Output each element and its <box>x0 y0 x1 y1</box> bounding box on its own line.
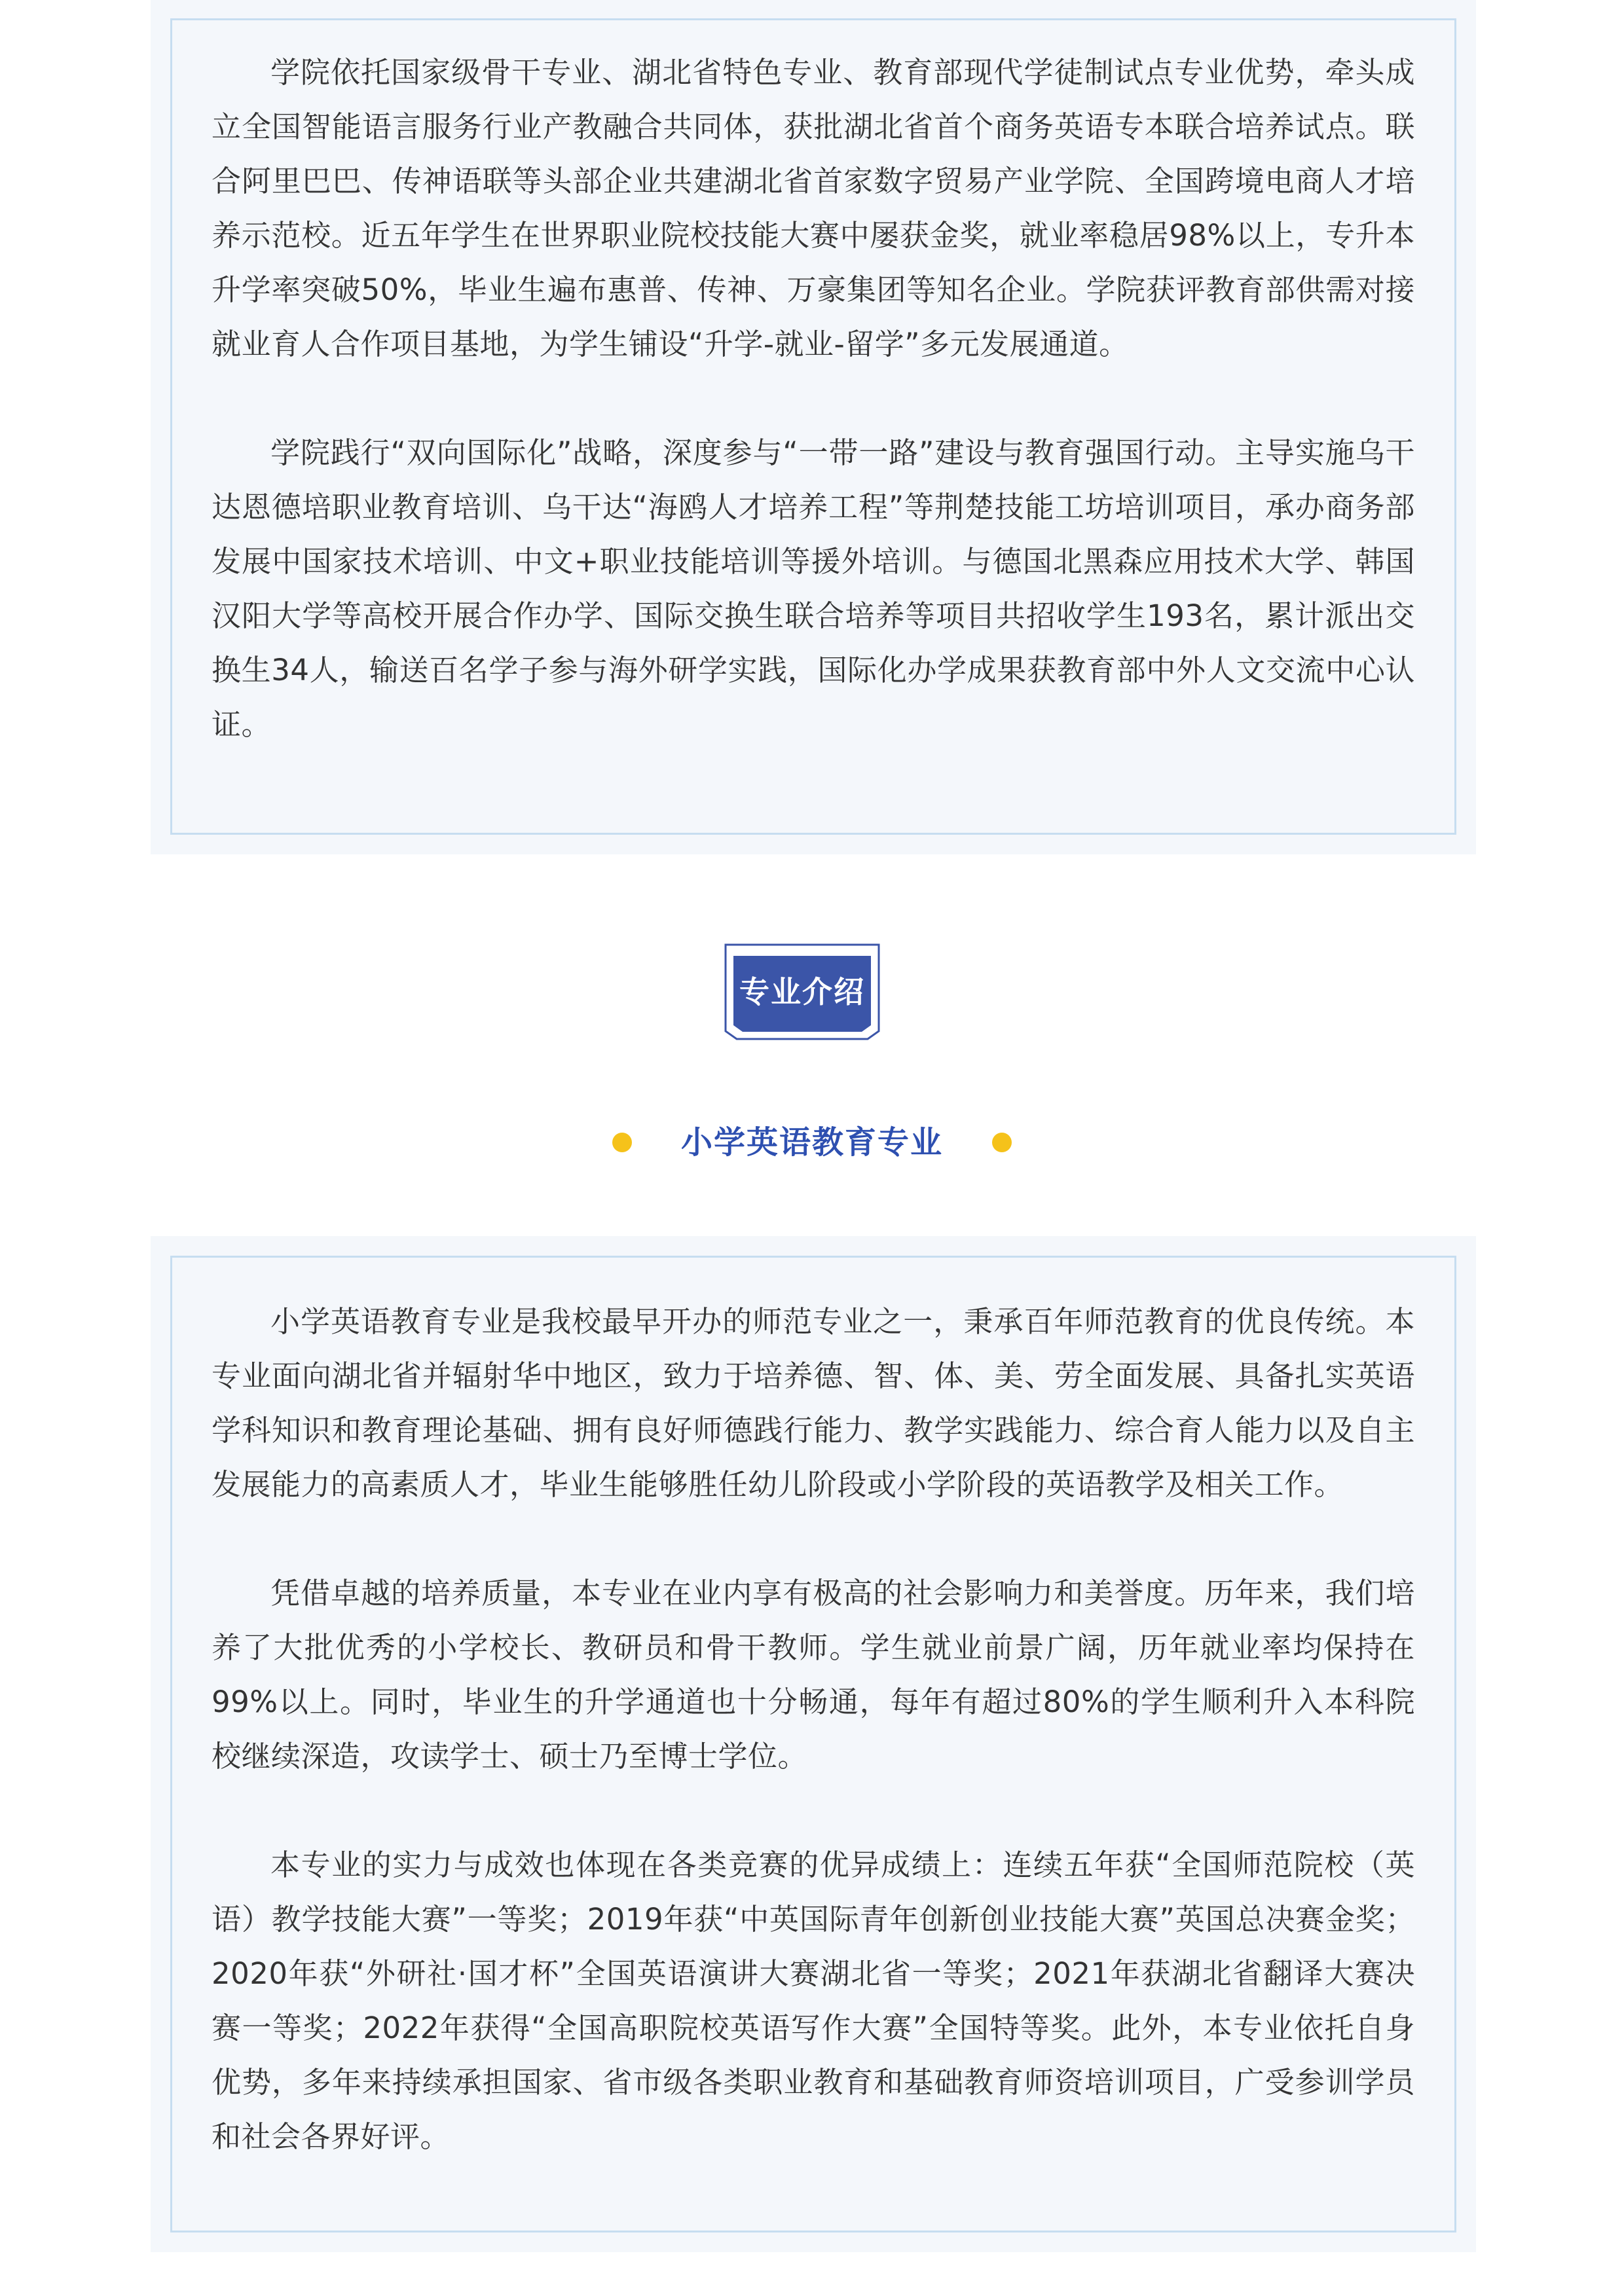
major-card-frame <box>170 1256 1456 2232</box>
intro-card-frame <box>170 18 1456 835</box>
major-paragraph-1: 小学英语教育专业是我校最早开办的师范专业之一，秉承百年师范教育的优良传统。本专业面向湖北省并辐射华中地区，致力于培养德、智、体、美、劳全面发展、具备扎实英语学科知识和教育理论基础、拥有良好师德践行能力、教学实践能力、综合育人能力以及自主发展能力的高素质人才，毕业生能够胜任幼儿阶段或小学阶段的英语教学及相关工作。 <box>212 1304 1415 1502</box>
intro-paragraph-2: 学院践行“双向国际化”战略，深度参与“一带一路”建设与教育强国行动。主导实施乌干达恩德培职业教育培训、乌干达“海鸥人才培养工程”等荆楚技能工坊培训项目，承办商务部发展中国家技术培训、中文+职业技能培训等援外培训。与德国北黑森应用技术大学、韩国汉阳大学等高校开展合作办学、国际交换生联合培养等项目共招收学生193名，累计派出交换生34人，输送百名学子参与海外研学实践，国际化办学成果获教育部中外人文交流中心认证。 <box>212 435 1415 742</box>
intro-paragraph-1: 学院依托国家级骨干专业、湖北省特色专业、教育部现代学徒制试点专业优势，牵头成立全国智能语言服务行业产教融合共同体，获批湖北省首个商务英语专本联合培养试点。联合阿里巴巴、传神语联等头部企业共建湖北省首家数字贸易产业学院、全国跨境电商人才培养示范校。近五年学生在世界职业院校技能大赛中屡获金奖，就业率稳居98%以上，专升本升学率突破50%，毕业生遍布惠普、传神、万豪集团等知名企业。学院获评教育部供需对接就业育人合作项目基地，为学生铺设“升学-就业-留学”多元发展通道。 <box>212 55 1415 361</box>
section-badge <box>720 943 884 1041</box>
major-title <box>0 1113 1624 1172</box>
major-card <box>151 1236 1476 2252</box>
bullet-dot-icon <box>992 1133 1012 1152</box>
bullet-dot-icon <box>612 1133 632 1152</box>
intro-card <box>151 0 1476 854</box>
section-badge-label: 专业介绍 <box>739 974 865 1010</box>
major-title-text: 小学英语教育专业 <box>680 1124 943 1161</box>
major-paragraph-2: 凭借卓越的培养质量，本专业在业内享有极高的社会影响力和美誉度。历年来，我们培养了大批优秀的小学校长、教研员和骨干教师。学生就业前景广阔，历年就业率均保持在99%以上。同时，毕业生的升学通道也十分畅通，每年有超过80%的学生顺利升入本科院校继续深造，攻读学士、硕士乃至博士学位。 <box>212 1576 1415 1774</box>
major-paragraph-3: 本专业的实力与成效也体现在各类竞赛的优异成绩上：连续五年获“全国师范院校（英语）教学技能大赛”一等奖；2019年获“中英国际青年创新创业技能大赛”英国总决赛金奖；2020年获“外研社·国才杯”全国英语演讲大赛湖北省一等奖；2021年获湖北省翻译大赛决赛一等奖；2022年获得“全国高职院校英语写作大赛”全国特等奖。此外，本专业依托自身优势，多年来持续承担国家、省市级各类职业教育和基础教育师资培训项目，广受参训学员和社会各界好评。 <box>212 1848 1415 2154</box>
